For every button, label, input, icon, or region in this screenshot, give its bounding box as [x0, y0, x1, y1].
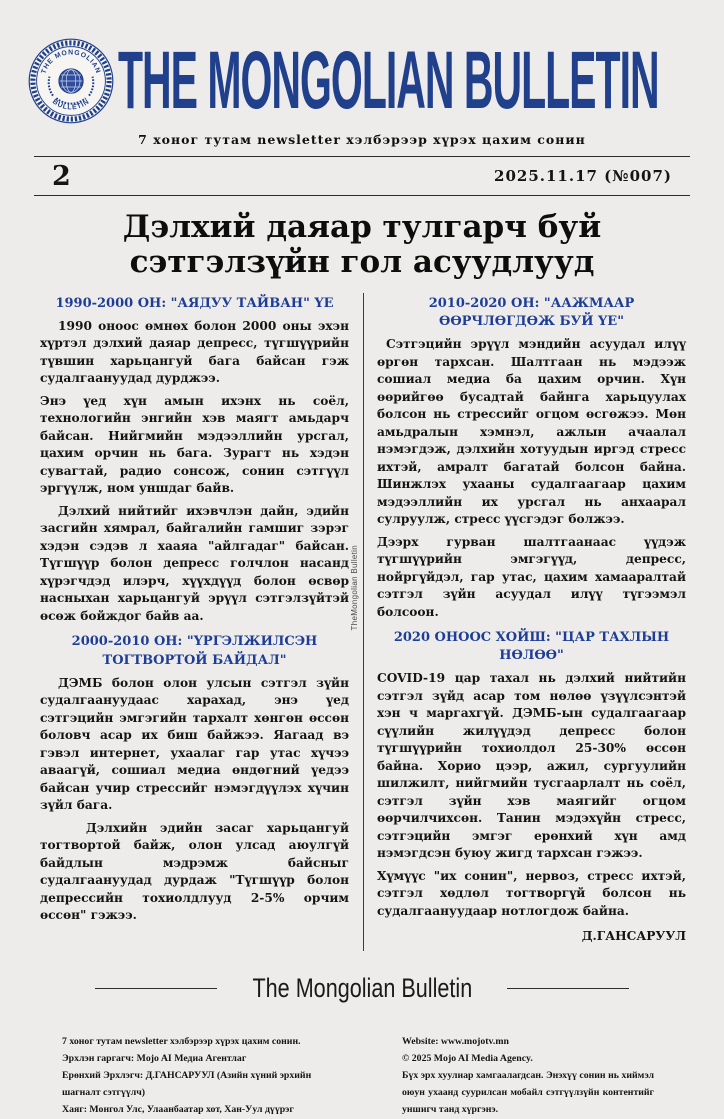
issue-bar: [28, 157, 696, 195]
masthead-subtitle: 7 хоног тутам newsletter хэлбэрээр хүрэх цахим сонин: [138, 132, 586, 147]
issue-bar-rule-bottom: [34, 195, 690, 196]
seal-bottom-text: BULLETIN: [51, 98, 91, 112]
paragraph: Хүмүүс "их сонин", нервоз, стресс ихтэй, сэтгэл хөдлөл тогтворгүй болсон нь судалгаануудаар нотлогдож байна.: [377, 868, 686, 918]
section-heading-4: 2020 ОНООС ХОЙШ: "ЦАР ТАХЛЫН НӨЛӨӨ": [393, 630, 670, 664]
headline-line-1: Дэлхий даяар тулгарч буй: [122, 209, 602, 245]
section-heading-3: 2010-2020 ОН: "ААЖМААР ӨӨРЧЛӨГДӨЖ БУЙ ҮЕ": [428, 295, 635, 329]
article-headline: [28, 210, 696, 281]
footer-tagline: 7 хоног тутам newsletter хэлбэрээр хүрэх цахим сонин.: [62, 1035, 301, 1047]
masthead-title: THE MONGOLIAN BULLETIN: [118, 35, 659, 126]
paragraph: COVID-19 цар тахал нь дэлхий нийтийн сэтгэл зүйд асар том нөлөө үзүүлсэнтэй хэн ч маргахгүй. ДЭМБ-ын судалгаагаар сүүлийн жилүүдэд депресс болон түгшүүрийн тохиолдол 25-30% өссөн байна. Хорио цээр, ажил, сургуулийн шилжилт, нийгмийн тусгаарлалт нь соёл, сэтгэл зүйн хэв маягийг огцом өөрчилчихсөн. Танин мэдэхүйн стресс, сэтгэцийн эмгэг ерөнхий хүн амд нэмэгдсэн буюу жигд тархсан гэжээ.: [377, 671, 686, 861]
footer-publisher: Эрхлэн гаргагч: Mojo AI Медиа Агентлаг: [62, 1053, 247, 1065]
footer-rule-right: [507, 988, 629, 989]
footer-brand-title: The Mongolian Bulletin: [252, 973, 472, 1004]
paragraph: Энэ үед хүн амын ихэнх нь соёл, технологийн энгийн хэв маягт амьдарч байсан. Нийгмийн мэдээллийн урсгал, цахим орчин нь бага. Зурагт нь хэдэн сувагтай, радио сонсож, сонин сэтгүүл эргүүлж, ном уншдаг байв.: [40, 393, 349, 496]
footer-rights-text: Бүх эрх хуулиар хамгаалагдсан. Энэхүү сонин нь хиймэл оюун ухаанд суурилсан мобайл сэтгүүлзүйн контентийг уншигч танд хүргэнэ.: [402, 1070, 654, 1116]
footer-info: [28, 1033, 696, 1119]
article-columns: [28, 293, 696, 951]
headline-line-2: сэтгэлзүйн гол асуудлууд: [129, 244, 595, 281]
page-number: 2: [52, 160, 71, 192]
seal-top-text: THE MONGOLIAN: [40, 49, 102, 75]
masthead-title-wrap: [118, 35, 724, 126]
paragraph: Дээрх гурван шалтгаанаас үүдэж түгшүүрийн эмгэгүүд, депресс, нойргүйдэл, гар утас, цахим хамааралтай сэтгэл зүйн асуудал илүү түгээмэл болсоон.: [377, 534, 686, 619]
left-column: [28, 293, 363, 951]
bulletin-seal-logo: [28, 38, 114, 124]
footer-copyright: © 2025 Mojo AI Media Agency.: [402, 1053, 533, 1065]
footer-rule-left: [95, 988, 217, 989]
footer-editor: Ерөнхий Эрхлэгч: Д.ГАНСАРУУЛ (Азийн хүний эрхийн шагналт сэтгүүлч): [62, 1070, 312, 1099]
vertical-brand-label: TheMongolian Bulletin: [350, 544, 359, 631]
section-heading-2: 2000-2010 ОН: "ҮРГЭЛЖИЛСЭН ТОГТВОРТОЙ БАЙДАЛ": [71, 634, 318, 668]
footer-brand-row: [28, 965, 696, 1013]
footer-website: Website: www.mojotv.mn: [402, 1035, 509, 1047]
paragraph: Дэлхийн эдийн засаг харьцангуй тогтвортой байж, олон улсад аюулгүй байдлын мэдрэмж байсныг судалгаануудад дурдаж "Түгшүүр болон депрессийн тохиолдлууд 2-5% орчим өссөн" гэжээ.: [40, 820, 349, 923]
paragraph: Дэлхий нийтийг ихэвчлэн дайн, эдийн засгийн хямрал, байгалийн гамшиг зэрэг хэдэн сэдэв л хааяа "айлгадаг" байсан. Түгшүүр болон депресс голчлон насанд хүрэгчдэд илэрч, хүүхдүүд болон өсвөр насныхан харьцангуй эрүүл сэтгэлзүйтэй өсөж бойждог байв аа.: [40, 503, 349, 623]
right-column: [364, 293, 696, 951]
paragraph: 1990 оноос өмнөх болон 2000 оны эхэн хүртэл дэлхий даяар депресс, түгшүүрийн түвшин харьцангуй бага байсан гэж судалгаануудад дурджээ.: [40, 318, 349, 386]
section-heading-1: 1990-2000 ОН: "АЯДУУ ТАЙВАН" ҮЕ: [55, 295, 334, 311]
paragraph: ДЭМБ болон олон улсын сэтгэл зүйн судалгаануудаас харахад, энэ үед сэтгэцийн эмгэгийн тархалт хөнгөн өссөн боловч асар их биш байжээ. Яагаад вэ гэвэл интернет, ухаалаг гар утас хүчээ аваагүй, сошиал медиа өндөгний үедээ байсан учир стрессийг нэмэгдүүлэх хүчин зүйл бага.: [40, 675, 349, 813]
footer-address: Хаяг: Монгол Улс, Улаанбаатар хот, Хан-Уул дүүрэг: [62, 1104, 294, 1116]
author-byline: Д.ГАНСАРУУЛ: [581, 929, 686, 944]
globe-seal-icon: [28, 38, 114, 124]
column-divider: [350, 293, 364, 951]
paragraph: Сэтгэцийн эрүүл мэндийн асуудал илүү өргөн тархсан. Шалтгаан нь мэдээж сошиал медиа ба цахим орчин. Хүн өөрийгөө бусадтай байнга харьцуулах болсон нь стрессийг огцом өсгөжээ. Мөн амьдралын хэмнэл, ажлын ачаалал нэмэгдэж, дэлхийн хотуудын иргэд стресс ихтэй, амралт багатай болсон байна. Шинжлэх ухааны судалгаагаар цахим мэдээллийн их урсгал нь анхаарал сулруулж, стресс үүсгэдэг болжээ.: [377, 337, 686, 527]
issue-date: 2025.11.17 (№007): [494, 167, 672, 185]
footer-rights-info: [402, 1033, 654, 1119]
footer-publisher-info: [62, 1033, 330, 1119]
masthead: [28, 36, 696, 126]
